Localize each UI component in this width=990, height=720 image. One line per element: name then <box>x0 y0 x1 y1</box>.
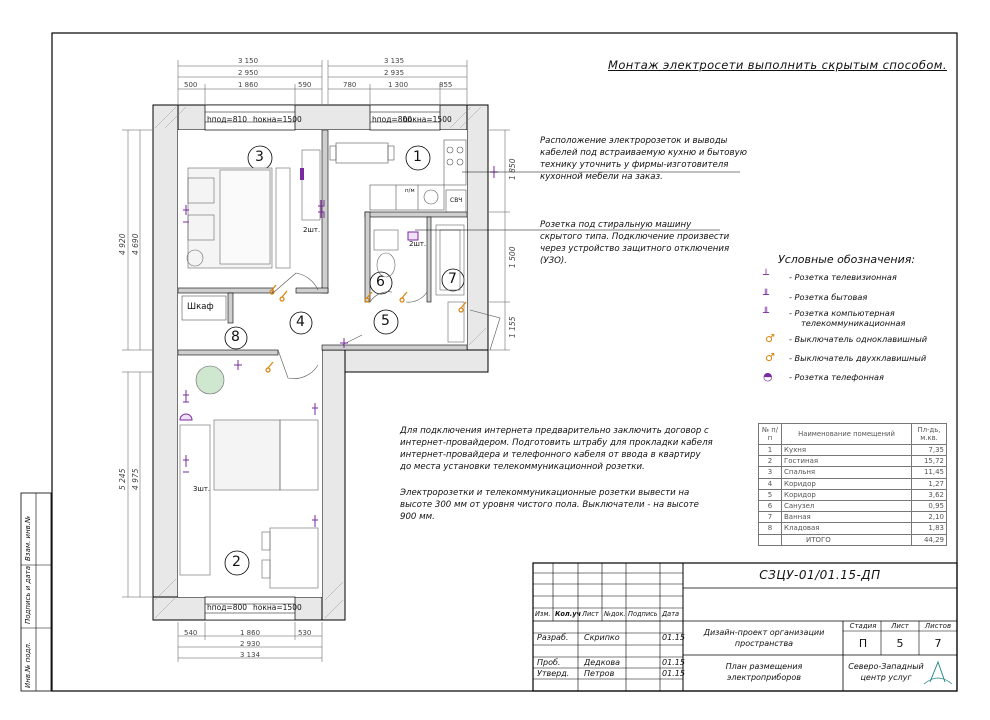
table-cell: 8 <box>759 523 782 534</box>
table-row <box>759 489 947 500</box>
legend-item: - Розетка бытовая <box>789 292 868 302</box>
legend-item: - Розетка телевизионная <box>789 272 897 282</box>
legend-item: телекоммуникационная <box>801 318 906 328</box>
note-heights-line: Электророзетки и телекоммуникационные розетки вывести на <box>400 488 690 498</box>
table-row <box>759 445 947 456</box>
header-cell: Кол.уч <box>555 610 582 618</box>
room-number: 5 <box>381 313 390 329</box>
table-row <box>759 534 947 545</box>
header-cell: Изм. <box>535 610 551 618</box>
person-name: Скрипко <box>584 633 620 642</box>
sign-date: 01.15 <box>662 658 685 667</box>
dimension-label: 590 <box>298 81 312 89</box>
room-number: 7 <box>448 271 457 287</box>
sign-date: 01.15 <box>662 669 685 678</box>
room-number: 1 <box>413 149 422 165</box>
dimension-label: 5 245 <box>118 468 127 490</box>
role-label: Проб. <box>537 658 561 667</box>
sheets-value: 7 <box>934 637 942 650</box>
role-label: Разраб. <box>537 633 569 642</box>
dimension-label: 3 135 <box>384 57 405 65</box>
legend-item: - Розетка компьютерная <box>789 308 895 318</box>
top-note: Монтаж электросети выполнить скрытым способом. <box>608 58 947 72</box>
project-name-line: Дизайн-проект организации <box>703 628 825 637</box>
dimension-label: 2 935 <box>384 69 405 77</box>
dimension-label: 4 975 <box>131 468 140 490</box>
table-header: Наименование помещений <box>782 424 912 445</box>
dimension-label: 530 <box>298 629 312 637</box>
note-internet-line: Для подключения интернета предварительно заключить договор с <box>400 426 709 436</box>
legend-item: - Выключатель одноклавишный <box>789 334 928 344</box>
table-cell: 3 <box>759 467 782 478</box>
sheet-value: 5 <box>896 637 904 650</box>
dimension-label: 4 690 <box>131 233 140 255</box>
table-cell: Кладовая <box>782 523 912 534</box>
note-kitchen-line: кабелей под встраиваемую кухню и бытовую <box>540 148 747 158</box>
note-kitchen-line: технику уточнить у фирмы-изготовителя <box>540 160 729 170</box>
legend-item: - Розетка телефонная <box>789 372 884 382</box>
sheet-header: Лист <box>891 622 909 630</box>
table-cell: Спальня <box>782 467 912 478</box>
window-sill-label: hпод=800 <box>372 115 413 124</box>
sheet-title-line: План размещения <box>725 662 803 671</box>
dimension-label: 1 860 <box>238 81 259 89</box>
sheet-title-line: электроприборов <box>727 673 801 682</box>
document-code: СЗЦУ-01/01.15-ДП <box>759 568 881 582</box>
table-cell: Кухня <box>782 445 912 456</box>
table-cell: 4 <box>759 478 782 489</box>
table-row <box>759 478 947 489</box>
dimension-label: 2 950 <box>238 69 259 77</box>
legend-item: - Выключатель двухклавишный <box>789 353 927 363</box>
table-cell: Санузел <box>782 500 912 511</box>
tv-outlet-icon: ┴ <box>763 270 770 281</box>
table-cell: 1,27 <box>912 478 947 489</box>
note-heights <box>400 487 699 523</box>
note-internet <box>400 425 713 473</box>
project-name-line: пространства <box>734 639 794 648</box>
table-cell: Гостиная <box>782 456 912 467</box>
table-row <box>759 467 947 478</box>
room-number: 6 <box>376 274 385 290</box>
window-height-label: hокна=1500 <box>253 115 302 124</box>
table-cell: 7,35 <box>912 445 947 456</box>
table-cell: 5 <box>759 489 782 500</box>
window-sill-label: hпод=810 <box>207 115 248 124</box>
table-cell: 2 <box>759 456 782 467</box>
table-cell: Ванная <box>782 512 912 523</box>
single-switch-icon: ♂ <box>765 332 775 345</box>
dimension-label: 500 <box>184 81 198 89</box>
dimension-label: 540 <box>184 629 198 637</box>
note-internet-line: интернет-провайдером. Подготовить штрабу для прокладки кабеля <box>400 438 713 448</box>
note-kitchen-line: кухонной мебели на заказ. <box>540 172 663 182</box>
sheets-header: Листов <box>924 622 952 630</box>
rooms-table <box>758 423 947 546</box>
note-heights-line: высоте 300 мм от уровня чистого пола. Выключатели - на высоте <box>400 500 699 510</box>
table-row <box>759 512 947 523</box>
outlet-icon: ╨ <box>763 290 770 301</box>
dishwasher-label: п/м <box>405 188 415 194</box>
count-label: 3шт. <box>193 485 211 493</box>
double-switch-icon: ♂ <box>765 351 775 364</box>
dimension-label: 855 <box>439 81 453 89</box>
phone-outlet-icon: ◓ <box>763 370 773 383</box>
room-number: 2 <box>232 554 241 570</box>
room-number: 8 <box>231 329 240 345</box>
table-cell: ИТОГО <box>782 534 912 545</box>
count-label: 2шт. <box>303 226 321 234</box>
table-cell: 6 <box>759 500 782 511</box>
table-cell <box>759 534 782 545</box>
dimension-label: 3 134 <box>240 651 261 659</box>
side-stamp-label: Подпись и дата <box>24 566 32 624</box>
dimension-label: 1 300 <box>388 81 409 89</box>
sheet-title <box>690 661 838 683</box>
table-cell: 0,95 <box>912 500 947 511</box>
table-cell: 2,10 <box>912 512 947 523</box>
header-cell: №док. <box>604 610 626 618</box>
table-row <box>759 500 947 511</box>
table-header: Пл-дь, м.кв. <box>912 424 947 445</box>
dimension-label: 780 <box>343 81 357 89</box>
dimension-label: 1 860 <box>240 629 261 637</box>
note-internet-line: до места установки телекоммуникационной розетки. <box>400 462 645 472</box>
legend-title: Условные обозначения: <box>778 253 916 266</box>
table-cell: 1,83 <box>912 523 947 534</box>
organization-line: Северо-Западный <box>848 662 924 671</box>
room-number: 4 <box>296 314 305 330</box>
window-sill-label: hпод=800 <box>207 603 248 612</box>
person-name: Петров <box>584 669 615 678</box>
side-stamp-label: Взам. инв.№ <box>24 515 32 561</box>
table-cell: 7 <box>759 512 782 523</box>
microwave-label: СВЧ <box>450 197 463 204</box>
table-cell: 11,45 <box>912 467 947 478</box>
table-cell: 44,29 <box>912 534 947 545</box>
table-cell: 15,72 <box>912 456 947 467</box>
network-outlet-icon: ╨ <box>763 308 770 319</box>
note-heights-line: 900 мм. <box>400 512 435 522</box>
note-washer-line: (УЗО). <box>540 256 567 266</box>
stage-header: Стадия <box>849 622 877 630</box>
table-cell: 3,62 <box>912 489 947 500</box>
header-cell: Подпись <box>628 610 658 618</box>
table-row <box>759 456 947 467</box>
note-washer <box>540 219 729 267</box>
note-kitchen <box>540 135 747 183</box>
note-kitchen-line: Расположение электророзеток и выводы <box>540 136 728 146</box>
person-name: Дедкова <box>584 658 621 667</box>
organization <box>846 661 926 683</box>
room-number: 3 <box>255 149 264 165</box>
closet-label: Шкаф <box>187 302 214 312</box>
dimension-label: 3 150 <box>238 57 259 65</box>
window-height-label: hокна=1500 <box>403 115 452 124</box>
table-row <box>759 523 947 534</box>
header-cell: Лист <box>582 610 599 618</box>
table-cell: Коридор <box>782 478 912 489</box>
note-washer-line: через устройство защитного отключения <box>540 244 730 254</box>
dimension-label: 2 930 <box>240 640 261 648</box>
role-label: Утверд. <box>537 669 570 678</box>
note-washer-line: скрытого типа. Подключение произвести <box>540 232 730 242</box>
count-label: 2шт. <box>409 240 427 248</box>
dimension-label: 1 850 <box>508 158 517 180</box>
table-header: № п/п <box>759 424 782 445</box>
stage-value: П <box>858 637 868 650</box>
header-cell: Дата <box>662 610 680 618</box>
note-internet-line: интернет-провайдера и телефонного кабеля от ввода в квартиру <box>400 450 701 460</box>
organization-line: центр услуг <box>860 673 912 682</box>
sign-date: 01.15 <box>662 633 685 642</box>
project-name <box>690 627 838 649</box>
window-height-label: hокна=1500 <box>253 603 302 612</box>
dimension-label: 1 155 <box>508 316 517 338</box>
note-washer-line: Розетка под стиральную машину <box>540 220 692 230</box>
side-stamp-label: Инв.№ подл. <box>24 641 32 688</box>
dimension-label: 4 920 <box>118 233 127 255</box>
table-cell: 1 <box>759 445 782 456</box>
dimension-label: 1 500 <box>508 246 517 268</box>
table-cell: Коридор <box>782 489 912 500</box>
